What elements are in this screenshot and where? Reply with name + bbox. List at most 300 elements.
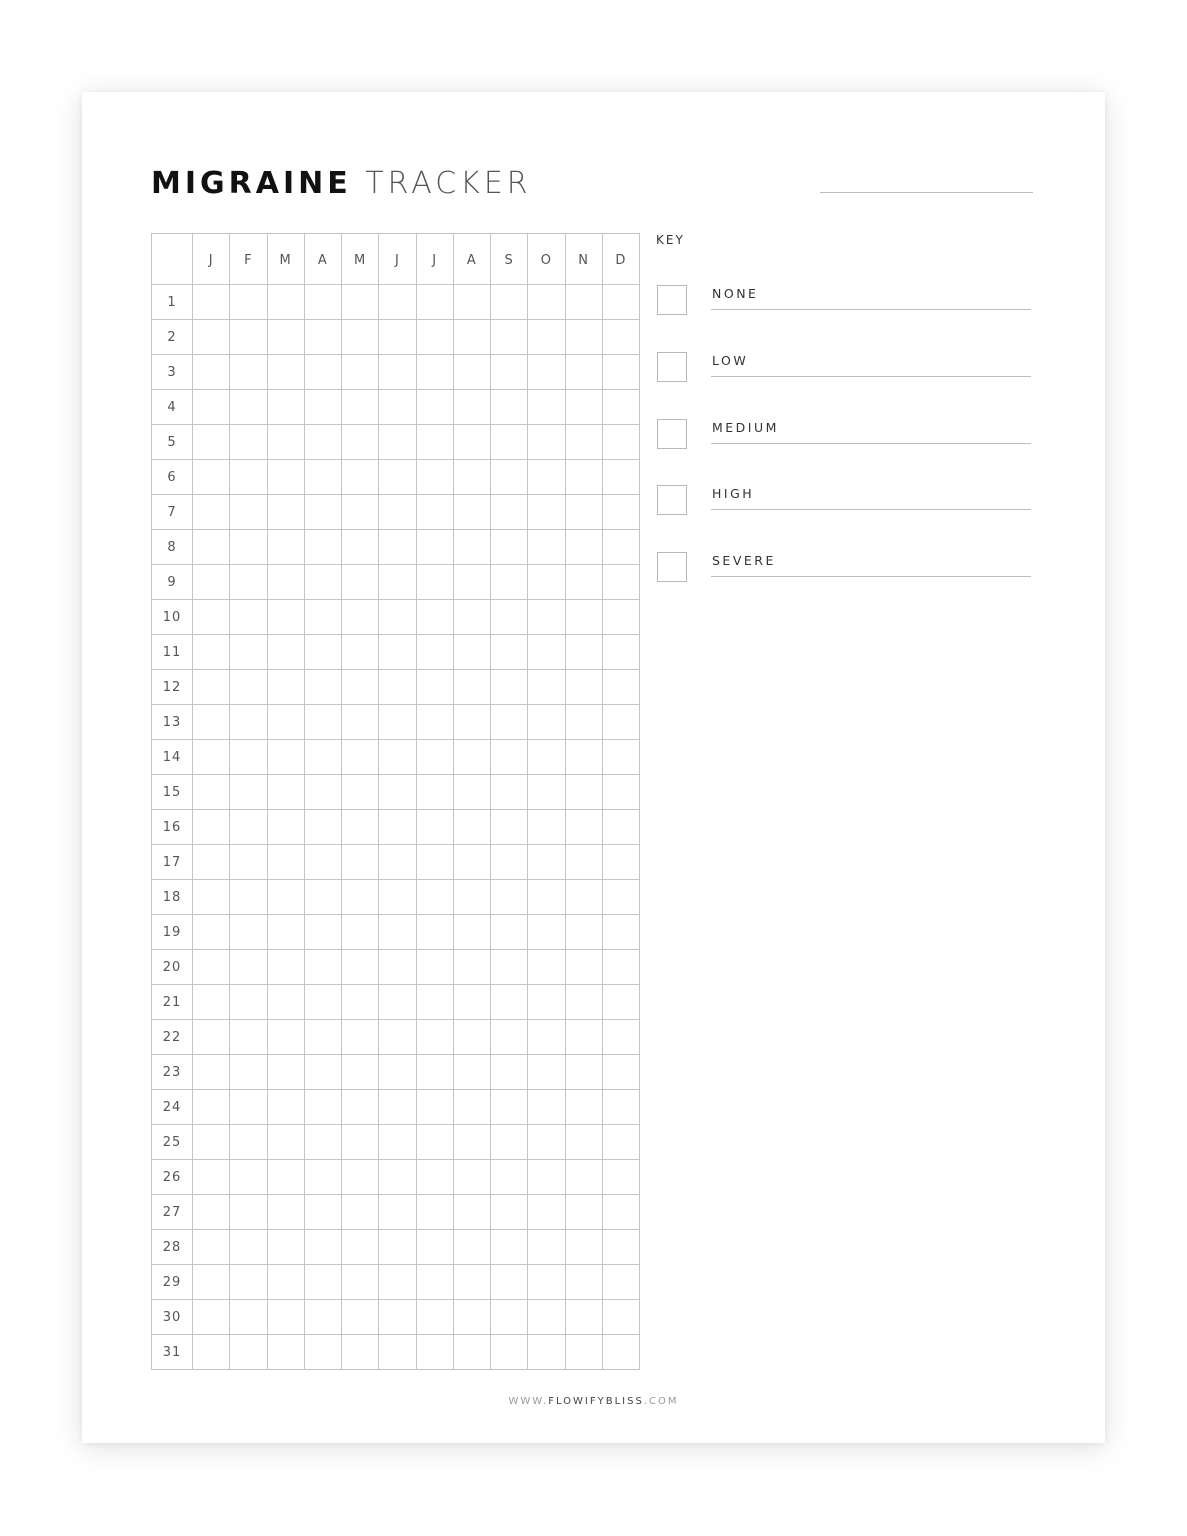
tracker-cell[interactable] [193,845,230,880]
tracker-cell[interactable] [453,705,490,740]
tracker-cell[interactable] [342,950,379,985]
tracker-cell[interactable] [304,1300,341,1335]
tracker-cell[interactable] [267,1125,304,1160]
tracker-cell[interactable] [342,530,379,565]
tracker-cell[interactable] [193,1265,230,1300]
tracker-cell[interactable] [304,565,341,600]
tracker-cell[interactable] [491,915,528,950]
tracker-cell[interactable] [528,495,565,530]
tracker-cell[interactable] [416,425,453,460]
tracker-cell[interactable] [193,1230,230,1265]
tracker-cell[interactable] [379,320,416,355]
tracker-cell[interactable] [453,740,490,775]
tracker-cell[interactable] [230,1090,267,1125]
tracker-cell[interactable] [304,495,341,530]
tracker-cell[interactable] [230,320,267,355]
tracker-cell[interactable] [453,1300,490,1335]
tracker-cell[interactable] [491,565,528,600]
tracker-cell[interactable] [602,1160,639,1195]
tracker-cell[interactable] [528,915,565,950]
tracker-cell[interactable] [602,1090,639,1125]
tracker-cell[interactable] [230,810,267,845]
tracker-cell[interactable] [416,845,453,880]
tracker-cell[interactable] [342,1055,379,1090]
tracker-cell[interactable] [528,705,565,740]
tracker-cell[interactable] [267,355,304,390]
tracker-cell[interactable] [379,285,416,320]
tracker-cell[interactable] [528,1125,565,1160]
tracker-cell[interactable] [491,985,528,1020]
tracker-cell[interactable] [565,285,602,320]
tracker-cell[interactable] [342,705,379,740]
tracker-cell[interactable] [528,565,565,600]
tracker-cell[interactable] [565,1335,602,1370]
tracker-cell[interactable] [304,460,341,495]
tracker-cell[interactable] [453,915,490,950]
tracker-cell[interactable] [267,565,304,600]
tracker-cell[interactable] [602,530,639,565]
tracker-cell[interactable] [565,600,602,635]
tracker-cell[interactable] [416,565,453,600]
tracker-cell[interactable] [193,775,230,810]
tracker-cell[interactable] [304,810,341,845]
tracker-cell[interactable] [416,705,453,740]
tracker-cell[interactable] [379,1160,416,1195]
tracker-cell[interactable] [453,985,490,1020]
tracker-cell[interactable] [379,705,416,740]
tracker-cell[interactable] [602,775,639,810]
tracker-cell[interactable] [379,425,416,460]
tracker-cell[interactable] [416,985,453,1020]
tracker-cell[interactable] [267,1090,304,1125]
tracker-cell[interactable] [491,1195,528,1230]
tracker-cell[interactable] [491,1300,528,1335]
tracker-cell[interactable] [528,530,565,565]
tracker-cell[interactable] [193,355,230,390]
tracker-cell[interactable] [565,915,602,950]
tracker-cell[interactable] [379,1265,416,1300]
tracker-cell[interactable] [453,845,490,880]
tracker-cell[interactable] [491,670,528,705]
tracker-cell[interactable] [230,1125,267,1160]
tracker-cell[interactable] [304,635,341,670]
tracker-cell[interactable] [565,425,602,460]
tracker-cell[interactable] [193,705,230,740]
tracker-cell[interactable] [528,670,565,705]
tracker-cell[interactable] [453,355,490,390]
tracker-cell[interactable] [528,1335,565,1370]
tracker-cell[interactable] [491,285,528,320]
tracker-cell[interactable] [267,530,304,565]
tracker-cell[interactable] [416,775,453,810]
tracker-cell[interactable] [304,320,341,355]
tracker-cell[interactable] [565,390,602,425]
tracker-cell[interactable] [491,1020,528,1055]
tracker-cell[interactable] [565,635,602,670]
tracker-cell[interactable] [416,810,453,845]
tracker-cell[interactable] [267,1055,304,1090]
tracker-cell[interactable] [267,705,304,740]
tracker-cell[interactable] [602,985,639,1020]
tracker-cell[interactable] [453,1230,490,1265]
tracker-cell[interactable] [342,880,379,915]
tracker-cell[interactable] [342,320,379,355]
tracker-cell[interactable] [416,390,453,425]
tracker-cell[interactable] [416,915,453,950]
tracker-cell[interactable] [528,1195,565,1230]
tracker-cell[interactable] [528,880,565,915]
tracker-cell[interactable] [565,1020,602,1055]
tracker-cell[interactable] [230,915,267,950]
tracker-cell[interactable] [267,1230,304,1265]
tracker-cell[interactable] [379,1090,416,1125]
tracker-cell[interactable] [342,1265,379,1300]
tracker-cell[interactable] [230,670,267,705]
tracker-cell[interactable] [602,810,639,845]
tracker-cell[interactable] [193,635,230,670]
tracker-cell[interactable] [379,495,416,530]
tracker-cell[interactable] [342,425,379,460]
tracker-cell[interactable] [416,1160,453,1195]
tracker-cell[interactable] [602,1230,639,1265]
tracker-cell[interactable] [193,320,230,355]
tracker-cell[interactable] [193,1020,230,1055]
tracker-cell[interactable] [528,1265,565,1300]
tracker-cell[interactable] [230,390,267,425]
tracker-cell[interactable] [528,810,565,845]
tracker-cell[interactable] [193,670,230,705]
tracker-cell[interactable] [565,1125,602,1160]
key-color-box[interactable] [657,285,687,315]
tracker-cell[interactable] [230,285,267,320]
tracker-cell[interactable] [267,635,304,670]
tracker-cell[interactable] [602,1335,639,1370]
tracker-cell[interactable] [565,950,602,985]
tracker-cell[interactable] [193,915,230,950]
tracker-cell[interactable] [491,390,528,425]
tracker-cell[interactable] [565,1230,602,1265]
tracker-cell[interactable] [528,1300,565,1335]
tracker-cell[interactable] [267,600,304,635]
tracker-cell[interactable] [267,740,304,775]
tracker-cell[interactable] [565,530,602,565]
tracker-cell[interactable] [230,425,267,460]
tracker-cell[interactable] [304,985,341,1020]
tracker-cell[interactable] [453,1020,490,1055]
tracker-cell[interactable] [416,1020,453,1055]
tracker-cell[interactable] [565,880,602,915]
tracker-cell[interactable] [565,1300,602,1335]
tracker-cell[interactable] [193,600,230,635]
key-color-box[interactable] [657,552,687,582]
tracker-cell[interactable] [342,810,379,845]
tracker-cell[interactable] [267,1265,304,1300]
tracker-cell[interactable] [416,1195,453,1230]
tracker-cell[interactable] [304,1055,341,1090]
tracker-cell[interactable] [602,1020,639,1055]
tracker-cell[interactable] [342,740,379,775]
tracker-cell[interactable] [342,460,379,495]
tracker-cell[interactable] [193,425,230,460]
tracker-cell[interactable] [528,1055,565,1090]
tracker-cell[interactable] [416,320,453,355]
tracker-cell[interactable] [491,1055,528,1090]
name-write-line[interactable] [820,192,1033,193]
tracker-cell[interactable] [565,1090,602,1125]
tracker-cell[interactable] [379,845,416,880]
tracker-cell[interactable] [602,1300,639,1335]
tracker-cell[interactable] [267,810,304,845]
tracker-cell[interactable] [416,495,453,530]
tracker-cell[interactable] [491,845,528,880]
tracker-cell[interactable] [230,565,267,600]
tracker-cell[interactable] [379,1055,416,1090]
tracker-cell[interactable] [267,320,304,355]
tracker-cell[interactable] [342,1020,379,1055]
tracker-cell[interactable] [342,915,379,950]
tracker-cell[interactable] [267,1335,304,1370]
tracker-cell[interactable] [602,670,639,705]
tracker-cell[interactable] [528,460,565,495]
tracker-cell[interactable] [416,600,453,635]
key-color-box[interactable] [657,352,687,382]
tracker-cell[interactable] [453,1195,490,1230]
tracker-cell[interactable] [453,600,490,635]
tracker-cell[interactable] [491,495,528,530]
tracker-cell[interactable] [416,1125,453,1160]
tracker-cell[interactable] [416,460,453,495]
tracker-cell[interactable] [565,705,602,740]
tracker-cell[interactable] [565,845,602,880]
tracker-cell[interactable] [528,740,565,775]
tracker-cell[interactable] [379,1195,416,1230]
tracker-cell[interactable] [379,565,416,600]
tracker-cell[interactable] [379,740,416,775]
tracker-cell[interactable] [453,530,490,565]
tracker-cell[interactable] [528,1090,565,1125]
tracker-cell[interactable] [193,1300,230,1335]
tracker-cell[interactable] [416,285,453,320]
tracker-cell[interactable] [230,1230,267,1265]
tracker-cell[interactable] [491,705,528,740]
tracker-cell[interactable] [602,1055,639,1090]
tracker-cell[interactable] [416,1300,453,1335]
tracker-cell[interactable] [491,880,528,915]
tracker-cell[interactable] [379,530,416,565]
tracker-cell[interactable] [379,1300,416,1335]
tracker-cell[interactable] [304,600,341,635]
tracker-cell[interactable] [416,1230,453,1265]
tracker-cell[interactable] [304,775,341,810]
tracker-cell[interactable] [602,460,639,495]
tracker-cell[interactable] [565,775,602,810]
tracker-cell[interactable] [193,390,230,425]
tracker-cell[interactable] [379,635,416,670]
tracker-cell[interactable] [491,1090,528,1125]
tracker-cell[interactable] [267,1160,304,1195]
tracker-cell[interactable] [602,425,639,460]
tracker-cell[interactable] [528,320,565,355]
tracker-cell[interactable] [602,950,639,985]
tracker-cell[interactable] [267,670,304,705]
tracker-cell[interactable] [267,1300,304,1335]
tracker-cell[interactable] [193,460,230,495]
tracker-cell[interactable] [453,460,490,495]
tracker-cell[interactable] [193,880,230,915]
tracker-cell[interactable] [267,460,304,495]
tracker-cell[interactable] [193,1160,230,1195]
tracker-cell[interactable] [565,565,602,600]
tracker-cell[interactable] [230,495,267,530]
tracker-cell[interactable] [379,810,416,845]
tracker-cell[interactable] [193,740,230,775]
tracker-cell[interactable] [342,565,379,600]
tracker-cell[interactable] [230,1300,267,1335]
tracker-cell[interactable] [453,565,490,600]
tracker-cell[interactable] [267,880,304,915]
tracker-cell[interactable] [304,1335,341,1370]
tracker-cell[interactable] [528,390,565,425]
tracker-cell[interactable] [602,635,639,670]
tracker-cell[interactable] [193,985,230,1020]
tracker-cell[interactable] [342,1195,379,1230]
tracker-cell[interactable] [565,1195,602,1230]
tracker-cell[interactable] [230,1160,267,1195]
tracker-cell[interactable] [342,1300,379,1335]
tracker-cell[interactable] [304,705,341,740]
tracker-cell[interactable] [193,1195,230,1230]
tracker-cell[interactable] [416,530,453,565]
tracker-cell[interactable] [491,740,528,775]
tracker-cell[interactable] [602,845,639,880]
tracker-cell[interactable] [304,1020,341,1055]
tracker-cell[interactable] [602,285,639,320]
tracker-cell[interactable] [491,600,528,635]
tracker-cell[interactable] [602,1265,639,1300]
tracker-cell[interactable] [230,775,267,810]
tracker-cell[interactable] [267,1020,304,1055]
tracker-cell[interactable] [267,950,304,985]
tracker-cell[interactable] [491,530,528,565]
tracker-cell[interactable] [453,495,490,530]
tracker-cell[interactable] [267,425,304,460]
tracker-cell[interactable] [491,775,528,810]
tracker-cell[interactable] [602,495,639,530]
tracker-cell[interactable] [491,950,528,985]
tracker-cell[interactable] [342,355,379,390]
tracker-cell[interactable] [379,1230,416,1265]
tracker-cell[interactable] [230,880,267,915]
tracker-cell[interactable] [491,1265,528,1300]
tracker-cell[interactable] [230,635,267,670]
tracker-cell[interactable] [267,845,304,880]
tracker-cell[interactable] [304,950,341,985]
tracker-cell[interactable] [230,530,267,565]
tracker-cell[interactable] [379,985,416,1020]
tracker-cell[interactable] [416,635,453,670]
tracker-cell[interactable] [304,740,341,775]
tracker-cell[interactable] [491,1335,528,1370]
tracker-cell[interactable] [528,1020,565,1055]
tracker-cell[interactable] [565,1055,602,1090]
tracker-cell[interactable] [565,810,602,845]
tracker-cell[interactable] [453,1335,490,1370]
tracker-cell[interactable] [267,775,304,810]
tracker-cell[interactable] [528,985,565,1020]
tracker-cell[interactable] [565,495,602,530]
tracker-cell[interactable] [193,1055,230,1090]
tracker-cell[interactable] [453,775,490,810]
tracker-cell[interactable] [193,1335,230,1370]
tracker-cell[interactable] [193,810,230,845]
tracker-cell[interactable] [379,1335,416,1370]
tracker-cell[interactable] [230,1265,267,1300]
tracker-cell[interactable] [193,285,230,320]
tracker-cell[interactable] [379,355,416,390]
tracker-cell[interactable] [453,320,490,355]
tracker-cell[interactable] [528,950,565,985]
tracker-cell[interactable] [342,775,379,810]
tracker-cell[interactable] [416,740,453,775]
tracker-cell[interactable] [565,1265,602,1300]
tracker-cell[interactable] [453,1160,490,1195]
tracker-cell[interactable] [528,285,565,320]
tracker-cell[interactable] [342,670,379,705]
tracker-cell[interactable] [379,1020,416,1055]
tracker-cell[interactable] [193,1125,230,1160]
tracker-cell[interactable] [230,600,267,635]
tracker-cell[interactable] [230,1055,267,1090]
tracker-cell[interactable] [416,950,453,985]
tracker-cell[interactable] [602,1195,639,1230]
tracker-cell[interactable] [267,285,304,320]
tracker-cell[interactable] [230,1195,267,1230]
tracker-cell[interactable] [230,705,267,740]
tracker-cell[interactable] [491,1160,528,1195]
key-color-box[interactable] [657,485,687,515]
tracker-cell[interactable] [602,600,639,635]
tracker-cell[interactable] [379,460,416,495]
tracker-cell[interactable] [528,600,565,635]
tracker-cell[interactable] [304,1265,341,1300]
tracker-cell[interactable] [193,1090,230,1125]
tracker-cell[interactable] [267,1195,304,1230]
tracker-cell[interactable] [602,880,639,915]
tracker-cell[interactable] [602,390,639,425]
tracker-cell[interactable] [602,915,639,950]
tracker-cell[interactable] [304,1125,341,1160]
tracker-cell[interactable] [416,1090,453,1125]
tracker-cell[interactable] [528,775,565,810]
tracker-cell[interactable] [602,740,639,775]
tracker-cell[interactable] [230,740,267,775]
tracker-cell[interactable] [453,1125,490,1160]
tracker-cell[interactable] [491,355,528,390]
tracker-cell[interactable] [379,390,416,425]
tracker-cell[interactable] [491,1230,528,1265]
tracker-cell[interactable] [602,565,639,600]
tracker-cell[interactable] [416,1265,453,1300]
tracker-cell[interactable] [193,530,230,565]
tracker-cell[interactable] [491,1125,528,1160]
tracker-cell[interactable] [342,635,379,670]
tracker-cell[interactable] [342,495,379,530]
tracker-cell[interactable] [304,530,341,565]
tracker-cell[interactable] [528,845,565,880]
tracker-cell[interactable] [491,425,528,460]
tracker-cell[interactable] [304,1195,341,1230]
tracker-cell[interactable] [453,1090,490,1125]
